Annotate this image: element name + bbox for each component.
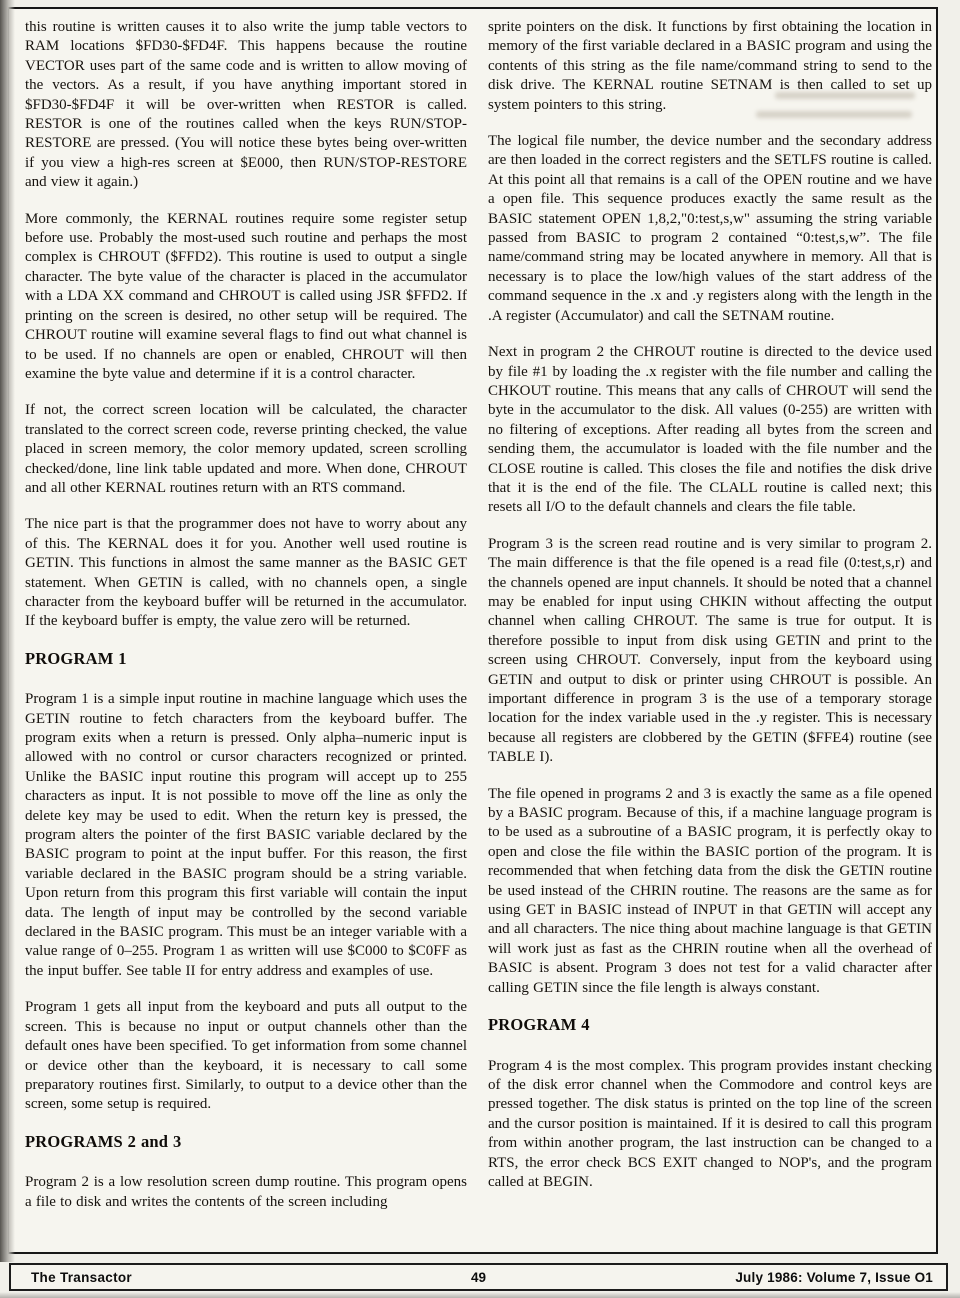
footer-magazine-title: The Transactor bbox=[31, 1270, 132, 1285]
page-gutter-shadow bbox=[0, 0, 15, 1262]
body-paragraph: The file opened in programs 2 and 3 is exactly the same as a file opened by a BASIC program. Because of this, if a machine language program is to be used as a subroutine of a BASIC program, it is perfectly okay to open and close the file within the BASIC portion of the program. It is recommended that when fetching data from the disk the GETIN routine be used instead of the CHRIN routine. The reasons are the same as for using GET in BASIC instead of INPUT in that GETIN will accept any and all characters. The nice thing about machine language is that GETIN will work just as fast as the CHRIN routine when all the overhead of BASIC is absent. Program 3 does not test for a valid character after calling GETIN since the file length is always constant. bbox=[488, 785, 932, 996]
body-paragraph: Next in program 2 the CHROUT routine is directed to the device used by file #1 by loading the .x register with the file number and calling the CHKOUT routine. This means that any calls of CHROUT will send the byte in the accumulator to the disk. All values (0-255) are written with no filtering of exceptions. After reading all bytes from the screen and sending them, the accumulator is loaded with the file number and the CLOSE routine is called. This closes the file and notifies the disk drive that it is the end of the file. The CLALL routine is called next; this resets all I/O to the default channels and clears the file table. bbox=[488, 344, 932, 516]
scan-bleed-artifact bbox=[775, 92, 915, 99]
body-paragraph: Program 3 is the screen read routine and is very similar to program 2. The main difference is that the file opened is a read file (0:test,s,r) and the channels opened are input channels. It should be noted that a channel may be enabled for input using CHKIN without affecting the output channel when calling CHROUT. The same is true for output. It is therefore possible to input from disk using GETIN and print to the screen using CHROUT. Conversely, input from the keyboard using GETIN and output to disk or printer using CHROUT is possible. An important difference in program 3 is the use of a temporary storage location for the index variable used in the .y register. This is necessary because all registers are clobbered by the GETIN ($FFE4) routine (see TABLE I). bbox=[488, 535, 932, 766]
page-footer bbox=[9, 1263, 948, 1291]
body-paragraph: The nice part is that the programmer does not have to worry about any of this. The KERNAL does it for you. Another well used routine is GETIN. This functions in almost the same manner as the BASIC GET statement. When GETIN is called, with no channels open, a single character from the keyboard buffer will be returned in the accumulator. If the keyboard buffer is empty, the value zero will be returned. bbox=[25, 516, 467, 630]
body-paragraph: The logical file number, the device number and the secondary address are then loaded in the correct registers and the SETLFS routine is called. At this point all that remains is a call of the OPEN routine and we have a open file. This sequence produces exactly the same result as the BASIC statement OPEN 1,8,2,"0:test,s,w" assuming the string variable passed from BASIC to program 2 contained “0:test,s,w”. The file name/command string may be located anywhere in memory. All that is necessary is to place the low/high values of the start address of the command sequence in the .x and .y registers along with the length in the .A register (Accumulator) and call the SETNAM routine. bbox=[488, 133, 932, 324]
scan-bleed-artifact bbox=[756, 111, 912, 118]
footer-page-number: 49 bbox=[470, 1270, 487, 1285]
body-paragraph: More commonly, the KERNAL routines require some register setup before use. Probably the most-used such routine and perhaps the most complex is CHROUT ($FFD2). This routine is used to output a single character. The byte value of the character is placed in the accumulator with a LDA XX command and CHROUT is called using JSR $FFD2. If printing on the screen is desired, no other setup will be required. The CHROUT routine will examine several flags to find out what channel is to be used. If no channels are open or enabled, CHROUT will then examine the byte value and determine if it is a control character. bbox=[25, 210, 467, 382]
body-paragraph: Program 4 is the most complex. This program provides instant checking of the disk error channel when the Commodore and control keys are pressed together. The disk status is printed on the top line of the screen and the cursor position is maintained. If it is desired to call this program from within another program, the last instruction can be changed to a RTS, the error check BCS EXIT changed to NOP's, and the program called at BEGIN. bbox=[488, 1057, 932, 1190]
magazine-page bbox=[7, 7, 938, 1254]
body-paragraph: Program 1 gets all input from the keyboard and puts all output to the screen. This is because no input or output channels other than the default ones have been specified. To get information from some channel or device other than the keyboard, it is necessary to call some preparatory routines first. Similarly, to output to a device other than the screen, some setup is required. bbox=[25, 999, 467, 1113]
body-paragraph: this routine is written causes it to also write the jump table vectors to RAM locations $FD30-$FD4F. This happens because the routine VECTOR uses part of the same code and is written to allow moving of the vectors. As a result, if you have anything important stored in $FD30-$FD4F it will be over-written when RESTOR is called. RESTOR is one of the routines called when the keys RUN/STOP-RESTORE are pressed. (You will notice these bytes being over-written if you view a high-res screen at $E000, then RUN/STOP-RESTORE and view it again.) bbox=[25, 19, 467, 191]
body-paragraph: If not, the correct screen location will be calculated, the character translated to the correct screen code, reverse printing checked, the value placed in screen memory, the color memory updated, screen scrolling checked/done, line link table updated and more. When done, CHROUT and all other KERNAL routines return with an RTS command. bbox=[25, 402, 467, 496]
scan-bottom-shade bbox=[0, 1292, 960, 1298]
text-column-right bbox=[488, 18, 932, 1209]
body-paragraph: sprite pointers on the disk. It functions by first obtaining the location in memory of the first variable declared in a BASIC program and using the contents of this string as the file name/command string to send to the disk drive. The KERNAL routine SETNAM is then called to set up system pointers to this string. bbox=[488, 19, 932, 113]
footer-issue-info: July 1986: Volume 7, Issue O1 bbox=[735, 1270, 933, 1285]
body-paragraph: Program 2 is a low resolution screen dump routine. This program opens a file to disk and writes the contents of the screen including bbox=[25, 1174, 467, 1210]
body-paragraph: Program 1 is a simple input routine in machine language which uses the GETIN routine to fetch characters from the keyboard buffer. The program exits when a return is pressed. Only alpha–numeric input is allowed with no control or cursor characters recognized or printed. Unlike the BASIC input routine this program will accept up to 255 characters as input. It is not possible to move off the line as only the delete key may be used to edit. When the return key is pressed, the program alters the pointer of the first BASIC variable declared by the BASIC program to point at the input buffer. For this reason, the first variable declared in the BASIC program should be a string variable. Upon return from this program this first variable will contain the input data. The length of input may be controlled by the second variable declared in the BASIC program. This must be an integer variable with a value range of 0–255. Program 1 as written will use $C000 to $C0FF as the input buffer. See table II for entry address and examples of use. bbox=[25, 691, 467, 979]
section-heading: PROGRAM 4 bbox=[488, 1015, 590, 1035]
text-column-left bbox=[25, 18, 467, 1229]
section-heading: PROGRAM 1 bbox=[25, 648, 127, 668]
section-heading: PROGRAMS 2 and 3 bbox=[25, 1131, 182, 1151]
